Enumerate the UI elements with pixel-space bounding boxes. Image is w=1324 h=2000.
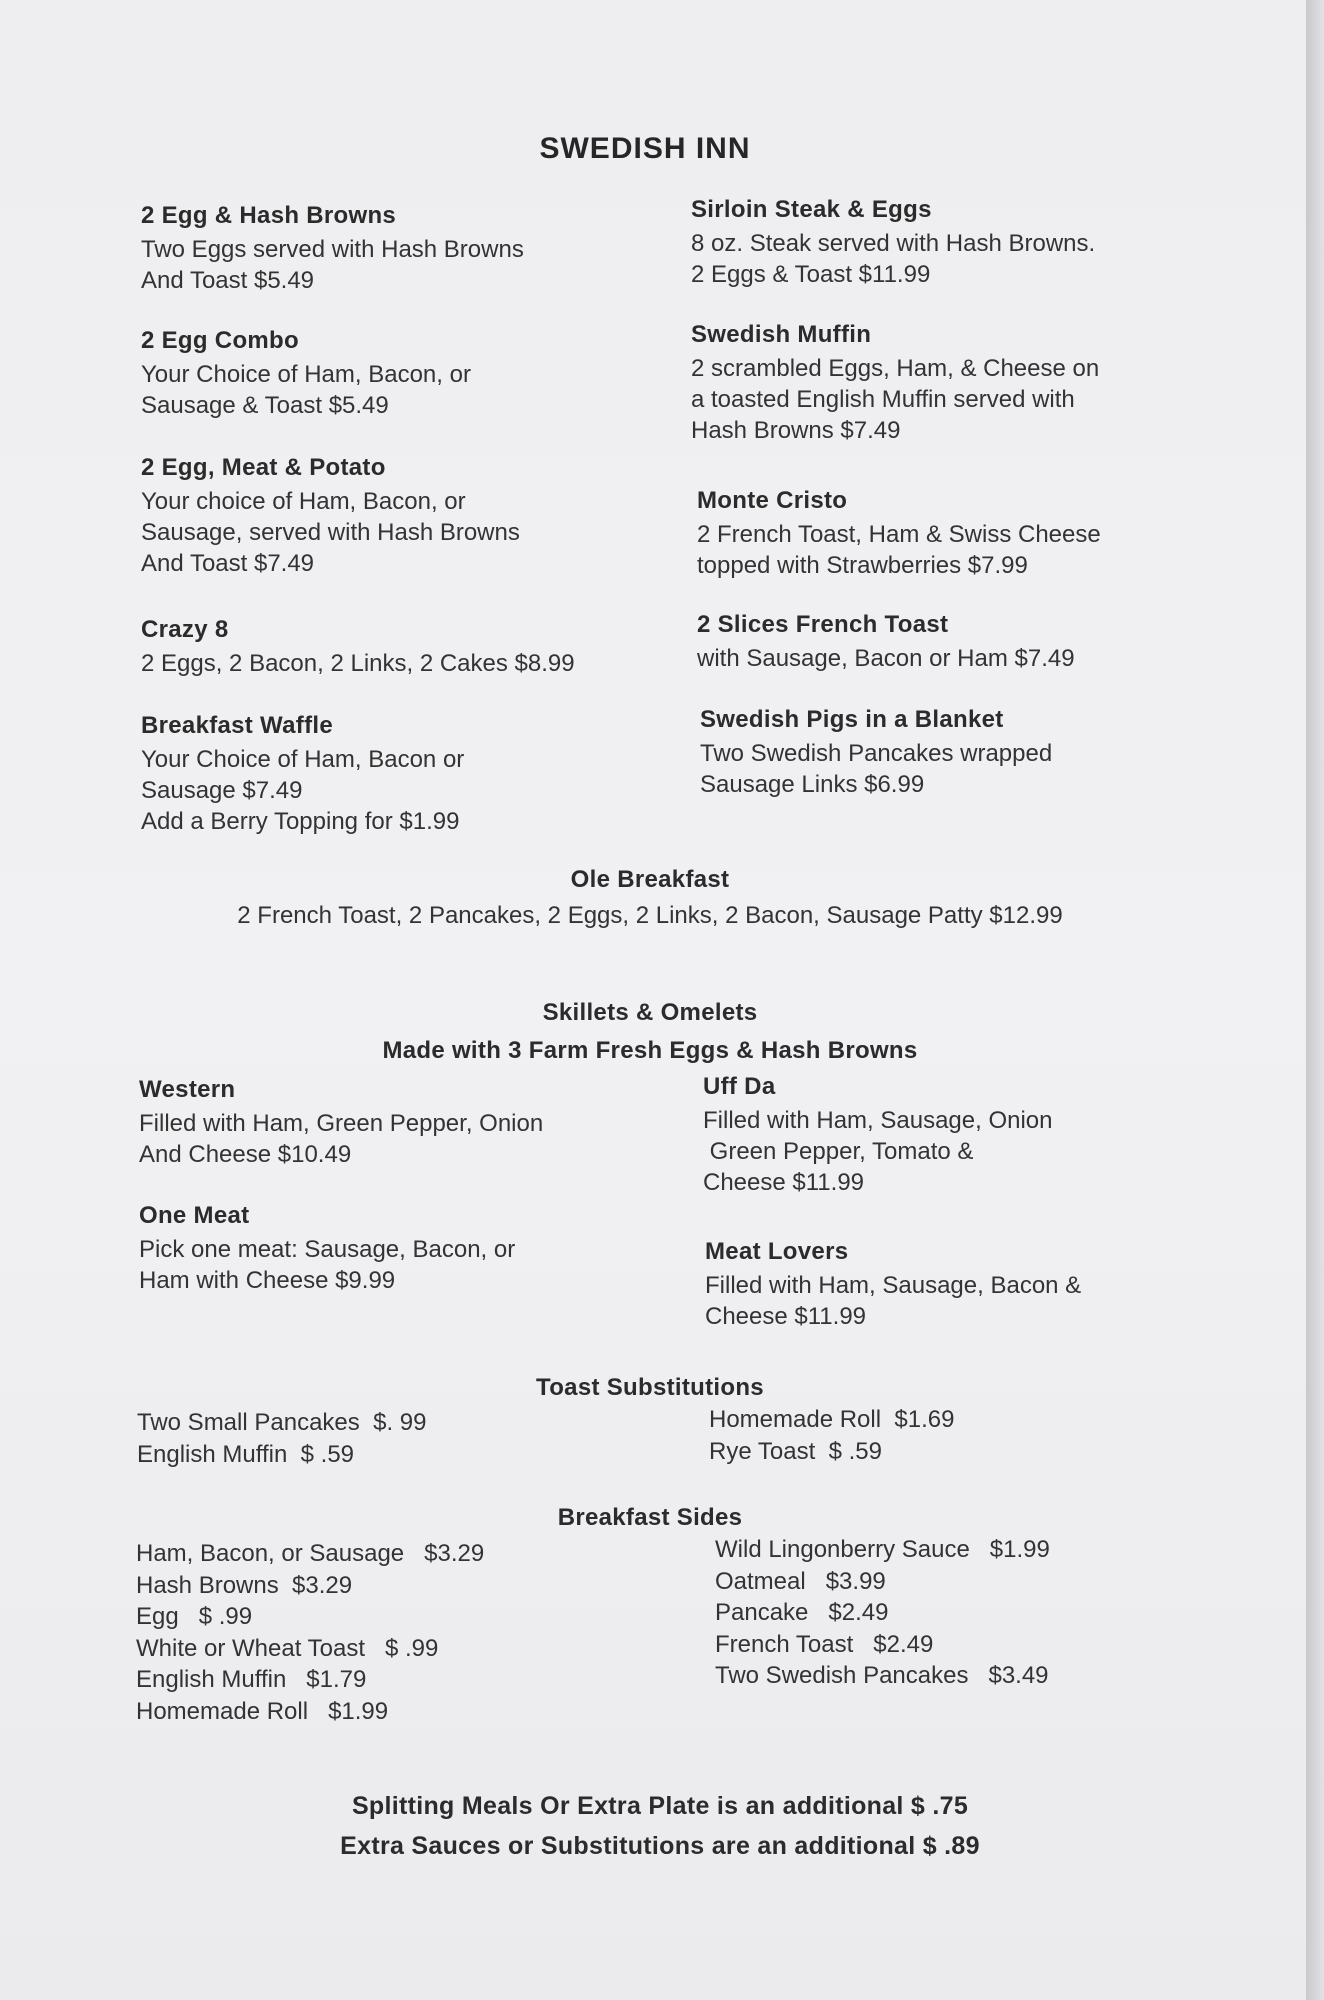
item-line: Add a Berry Topping for $1.99 [141, 808, 460, 835]
item-heading: Crazy 8 [141, 616, 229, 643]
item-line: Filled with Ham, Sausage, Onion [703, 1107, 1053, 1134]
item-line: And Toast $5.49 [141, 267, 315, 294]
item-line: 2 French Toast, Ham & Swiss Cheese [697, 521, 1101, 548]
item-heading: Breakfast Waffle [141, 712, 333, 739]
item-heading: Swedish Pigs in a Blanket [700, 706, 1004, 733]
list-item: Wild Lingonberry Sauce $1.99 [715, 1536, 1050, 1563]
item-line: And Cheese $10.49 [139, 1141, 352, 1168]
menu-item-2-egg-meat-potato [141, 454, 520, 579]
item-line: 8 oz. Steak served with Hash Browns. [691, 230, 1096, 257]
menu-item-swedish-pigs-in-a-blanket [700, 706, 1052, 800]
list-item: Rye Toast $ .59 [709, 1437, 882, 1465]
item-heading: Meat Lovers [705, 1238, 849, 1265]
item-line: Your choice of Ham, Bacon, or [141, 488, 466, 515]
menu-item-breakfast-waffle [141, 712, 464, 837]
item-line: Sausage, served with Hash Browns [141, 519, 520, 546]
restaurant-title: SWEDISH INN [539, 132, 751, 165]
menu-item-western [139, 1076, 543, 1170]
list-item: Ham, Bacon, or Sausage $3.29 [136, 1540, 485, 1567]
menu-item-uff-da [703, 1073, 1053, 1198]
menu-item-swedish-muffin [691, 321, 1099, 446]
item-line: Sausage $7.49 [141, 777, 303, 804]
list-item: Oatmeal $3.99 [715, 1567, 886, 1595]
item-line: a toasted English Muffin served with [691, 386, 1075, 413]
menu-item-one-meat [139, 1202, 515, 1296]
item-heading: Swedish Muffin [691, 321, 872, 348]
list-item: English Muffin $ .59 [137, 1440, 355, 1468]
toast-substitutions-heading [0, 1374, 1300, 1402]
menu-item-2-egg-combo [141, 327, 471, 421]
item-line: Sausage Links $6.99 [700, 771, 925, 798]
item-line: Pick one meat: Sausage, Bacon, or [139, 1236, 516, 1263]
page-edge-shadow [1306, 0, 1324, 2000]
sides-heading: Breakfast Sides [557, 1504, 743, 1531]
skillets-subheading: Made with 3 Farm Fresh Eggs & Hash Browns [382, 1037, 918, 1064]
list-item: Two Swedish Pancakes $3.49 [715, 1662, 1049, 1689]
menu-item-2-egg-hash-browns [141, 202, 524, 296]
list-item: English Muffin $1.79 [136, 1666, 367, 1693]
item-line: with Sausage, Bacon or Ham $7.49 [697, 645, 1075, 672]
list-item: Two Small Pancakes $. 99 [137, 1409, 427, 1436]
list-item: French Toast $2.49 [715, 1630, 934, 1658]
ole-breakfast-heading: Ole Breakfast [570, 866, 730, 893]
item-line: Your Choice of Ham, Bacon, or [141, 361, 471, 388]
item-line: 2 scrambled Eggs, Ham, & Cheese on [691, 355, 1100, 382]
sides-left [136, 1538, 484, 1727]
toast-subs-left [137, 1407, 426, 1470]
footer-note-splitting: Splitting Meals Or Extra Plate is an additional $ .75 [351, 1792, 969, 1820]
item-heading: One Meat [139, 1202, 250, 1229]
sides-right [715, 1534, 1050, 1692]
item-heading: 2 Egg & Hash Browns [141, 202, 397, 229]
item-line: Ham with Cheese $9.99 [139, 1267, 396, 1294]
list-item: Homemade Roll $1.69 [709, 1406, 955, 1433]
item-heading: Sirloin Steak & Eggs [691, 196, 932, 223]
toast-subs-right [709, 1404, 954, 1467]
toast-subs-heading: Toast Substitutions [536, 1374, 764, 1401]
item-line: 2 Eggs & Toast $11.99 [691, 261, 931, 288]
list-item: White or Wheat Toast $ .99 [136, 1634, 439, 1662]
item-heading: Uff Da [703, 1073, 776, 1100]
item-line: Cheese $11.99 [703, 1169, 865, 1196]
item-line: Green Pepper, Tomato & [703, 1138, 974, 1165]
menu-item-meat-lovers [705, 1238, 1081, 1332]
item-line: And Toast $7.49 [141, 550, 315, 577]
list-item: Egg $ .99 [136, 1603, 253, 1630]
list-item: Pancake $2.49 [715, 1599, 889, 1626]
item-line: Sausage & Toast $5.49 [141, 392, 389, 419]
item-line: Two Swedish Pancakes wrapped [700, 740, 1053, 767]
item-heading: 2 Egg Combo [141, 327, 299, 354]
item-line: Cheese $11.99 [705, 1303, 867, 1330]
item-heading: 2 Egg, Meat & Potato [141, 454, 386, 481]
menu-item-crazy-8 [141, 616, 575, 679]
item-line: Two Eggs served with Hash Browns [141, 236, 524, 263]
menu-item-sirloin-steak-eggs [691, 196, 1095, 290]
item-line: Filled with Ham, Sausage, Bacon & [705, 1272, 1082, 1299]
list-item: Homemade Roll $1.99 [136, 1697, 389, 1725]
footer-note-extra-sauces: Extra Sauces or Substitutions are an additional $ .89 [340, 1832, 980, 1860]
item-heading: Monte Cristo [697, 487, 848, 514]
item-line: Your Choice of Ham, Bacon or [141, 746, 465, 773]
item-heading: Western [139, 1076, 236, 1103]
breakfast-sides-heading [0, 1504, 1300, 1532]
menu-item-2-slices-french-toast [697, 611, 1075, 674]
skillets-heading: Skillets & Omelets [542, 999, 758, 1026]
ole-breakfast [0, 866, 1300, 931]
list-item: Hash Browns $3.29 [136, 1571, 353, 1599]
menu-item-monte-cristo [697, 487, 1101, 581]
item-line: topped with Strawberries $7.99 [697, 552, 1028, 579]
skillets-section-heading [0, 999, 1300, 1065]
item-line: Filled with Ham, Green Pepper, Onion [139, 1110, 544, 1137]
item-heading: 2 Slices French Toast [697, 611, 949, 638]
item-line: Hash Browns $7.49 [691, 417, 901, 444]
item-line: 2 Eggs, 2 Bacon, 2 Links, 2 Cakes $8.99 [141, 650, 575, 677]
ole-breakfast-line: 2 French Toast, 2 Pancakes, 2 Eggs, 2 Links, 2 Bacon, Sausage Patty $12.99 [237, 902, 1063, 929]
